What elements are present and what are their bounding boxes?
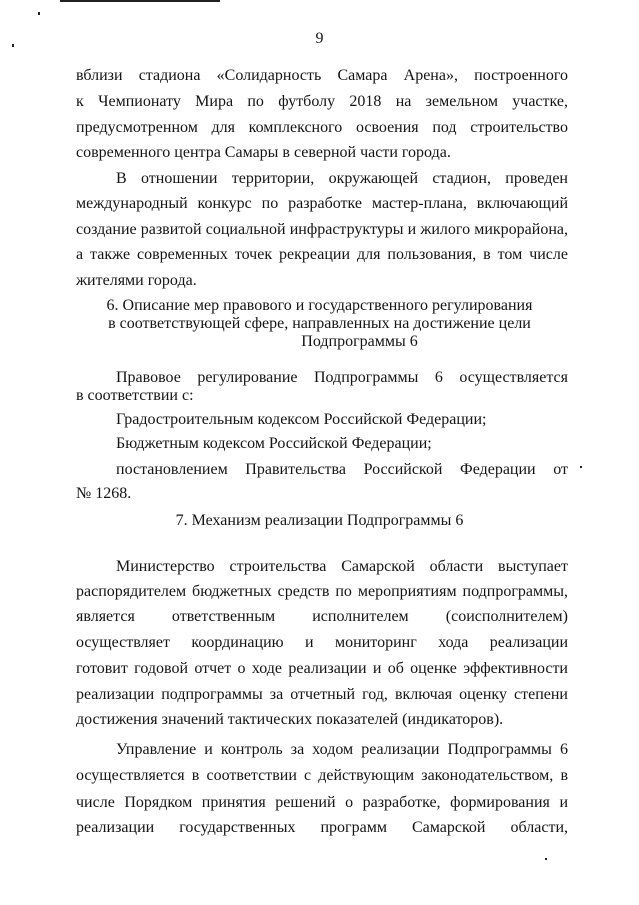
scan-artifact-dot: [545, 858, 547, 860]
list-item: Бюджетным кодексом Российской Федерации;: [116, 435, 432, 452]
page-number: 9: [315, 30, 324, 47]
paragraph-line: является ответственным исполнителем (соисполнителем): [76, 608, 568, 625]
section-heading-6: в соответствующей сфере, направленных на достижение цели: [108, 315, 531, 332]
paragraph-line: предусмотренном для комплексного освоения под строительство: [76, 119, 568, 136]
paragraph-line: осуществляет координацию и мониторинг хода реализации: [76, 634, 568, 651]
section-heading-7: 7. Механизм реализации Подпрограммы 6: [175, 512, 464, 529]
scan-artifact-top-bar: [60, 0, 220, 2]
paragraph-line: достижения значений тактических показателей (индикаторов).: [76, 711, 504, 728]
paragraph-line: реализации государственных программ Самарской области,: [76, 819, 568, 836]
paragraph-line: готовит годовой отчет о ходе реализации и об оценке эффективности: [76, 660, 568, 677]
paragraph-line: создание развитой социальной инфраструктуры и жилого микрорайона,: [76, 221, 568, 238]
section-heading-6: 6. Описание мер правового и государственного регулирования: [106, 297, 533, 314]
paragraph-line: осуществляется в соответствии с действующим законодательством, в: [76, 767, 568, 784]
paragraph-line: в соответствии с:: [76, 387, 194, 404]
list-item: № 1268.: [76, 485, 132, 502]
list-item: постановлением Правительства Российской Федерации от: [116, 461, 568, 478]
paragraph-line: Министерство строительства Самарской области выступает: [116, 558, 568, 575]
paragraph-line: вблизи стадиона «Солидарность Самара Арена», построенного: [76, 67, 568, 84]
paragraph-line: числе Порядком принятия решений о разработке, формирования и: [76, 794, 568, 811]
list-item: Градостроительным кодексом Российской Федерации;: [116, 411, 487, 428]
paragraph-line: Правовое регулирование Подпрограммы 6 осуществляется: [116, 369, 568, 386]
paragraph-line: к Чемпионату Мира по футболу 2018 на земельном участке,: [76, 93, 568, 110]
paragraph-line: Управление и контроль за ходом реализации Подпрограммы 6: [116, 741, 568, 758]
paragraph-line: жителями города.: [76, 272, 197, 289]
scan-artifact-dot: [38, 12, 40, 15]
paragraph-line: В отношении территории, окружающей стадион, проведен: [116, 170, 568, 187]
section-heading-6: Подпрограммы 6: [301, 333, 418, 350]
paragraph-line: распорядителем бюджетных средств по мероприятиям подпрограммы,: [76, 583, 568, 600]
paragraph-line: международный конкурс по разработке мастер-плана, включающий: [76, 195, 568, 212]
paragraph-line: реализации подпрограммы за отчетный год, включая оценку степени: [76, 686, 568, 703]
scan-artifact-dot: [580, 466, 582, 468]
paragraph-line: а также современных точек рекреации для пользования, в том числе: [76, 246, 568, 263]
paragraph-line: современного центра Самары в северной части города.: [76, 144, 451, 161]
